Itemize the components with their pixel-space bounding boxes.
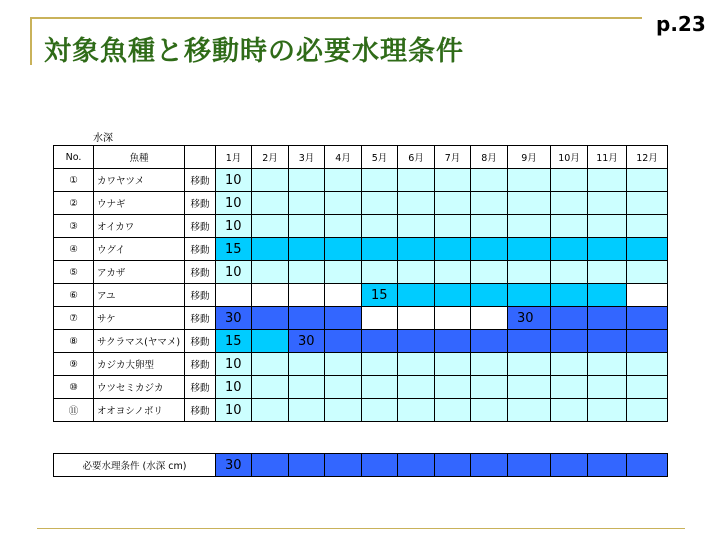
month-depth-cell — [289, 307, 325, 330]
month-depth-cell — [325, 330, 362, 353]
month-depth-cell — [471, 238, 508, 261]
month-depth-cell — [362, 192, 398, 215]
month-depth-cell — [471, 261, 508, 284]
month-depth-cell — [627, 261, 668, 284]
month-depth-cell — [252, 261, 289, 284]
month-depth-cell — [551, 169, 588, 192]
month-depth-cell — [435, 307, 471, 330]
month-depth-cell — [471, 376, 508, 399]
month-depth-cell — [508, 238, 551, 261]
month-depth-cell — [435, 376, 471, 399]
month-depth-cell — [551, 215, 588, 238]
month-depth-cell — [551, 192, 588, 215]
movement-type: 移動 — [185, 330, 216, 353]
month-depth-cell: 10 — [216, 261, 252, 284]
required-depth-cell — [551, 454, 588, 477]
month-depth-cell — [508, 399, 551, 422]
month-depth-cell — [398, 192, 435, 215]
month-depth-cell — [325, 192, 362, 215]
species-name: ウツセミカジカ — [94, 376, 185, 399]
month-depth-cell: 15 — [216, 238, 252, 261]
species-row — [54, 284, 668, 307]
species-name: ウナギ — [94, 192, 185, 215]
header-month: 6月 — [398, 146, 435, 169]
month-depth-cell — [398, 330, 435, 353]
month-depth-cell — [362, 261, 398, 284]
month-depth-cell — [551, 376, 588, 399]
month-depth-cell — [508, 169, 551, 192]
species-no: ③ — [54, 215, 94, 238]
month-depth-cell — [435, 238, 471, 261]
month-depth-cell — [252, 238, 289, 261]
species-row — [54, 307, 668, 330]
species-name: アカザ — [94, 261, 185, 284]
month-depth-cell — [362, 238, 398, 261]
species-depth-table — [53, 145, 668, 422]
month-depth-cell — [435, 353, 471, 376]
month-depth-cell — [362, 307, 398, 330]
month-depth-cell — [252, 330, 289, 353]
month-depth-cell — [435, 284, 471, 307]
month-depth-cell — [325, 284, 362, 307]
month-depth-cell: 30 — [508, 307, 551, 330]
month-depth-cell — [627, 215, 668, 238]
month-depth-cell: 10 — [216, 376, 252, 399]
month-depth-cell — [325, 215, 362, 238]
month-depth-cell — [435, 192, 471, 215]
month-depth-cell — [551, 399, 588, 422]
month-depth-cell — [398, 284, 435, 307]
header-month: 2月 — [252, 146, 289, 169]
title-accent-horizontal-rule — [30, 17, 642, 19]
species-row — [54, 353, 668, 376]
month-depth-cell — [252, 353, 289, 376]
month-depth-cell — [398, 238, 435, 261]
month-depth-cell — [551, 307, 588, 330]
header-month: 8月 — [471, 146, 508, 169]
month-depth-cell — [252, 192, 289, 215]
month-depth-cell — [252, 376, 289, 399]
header-no: No. — [54, 146, 94, 169]
species-name: カワヤツメ — [94, 169, 185, 192]
species-no: ⑧ — [54, 330, 94, 353]
month-depth-cell: 10 — [216, 215, 252, 238]
month-depth-cell — [588, 284, 627, 307]
slide-title: 対象魚種と移動時の必要水理条件 — [44, 36, 464, 67]
header-month: 10月 — [551, 146, 588, 169]
month-depth-cell — [508, 192, 551, 215]
required-condition-row — [54, 454, 668, 477]
required-depth-cell — [471, 454, 508, 477]
species-no: ⑤ — [54, 261, 94, 284]
header-month: 12月 — [627, 146, 668, 169]
header-month: 11月 — [588, 146, 627, 169]
required-condition-label: 必要水理条件 (水深 cm) — [54, 454, 216, 477]
month-depth-cell — [325, 376, 362, 399]
month-depth-cell — [508, 330, 551, 353]
movement-type: 移動 — [185, 192, 216, 215]
species-no: ⑨ — [54, 353, 94, 376]
required-depth-cell — [252, 454, 289, 477]
month-depth-cell — [325, 169, 362, 192]
month-depth-cell — [588, 215, 627, 238]
required-condition-table — [53, 453, 668, 477]
month-depth-cell — [551, 353, 588, 376]
month-depth-cell — [289, 376, 325, 399]
month-depth-cell — [627, 238, 668, 261]
header-month: 7月 — [435, 146, 471, 169]
month-depth-cell — [551, 284, 588, 307]
month-depth-cell — [362, 376, 398, 399]
species-no: ⑩ — [54, 376, 94, 399]
month-depth-cell — [471, 353, 508, 376]
header-month: 3月 — [289, 146, 325, 169]
month-depth-cell — [627, 399, 668, 422]
month-depth-cell — [398, 399, 435, 422]
month-depth-cell — [325, 261, 362, 284]
species-name: カジカ大卵型 — [94, 353, 185, 376]
movement-type: 移動 — [185, 215, 216, 238]
month-depth-cell — [627, 307, 668, 330]
month-depth-cell — [398, 307, 435, 330]
required-depth-cell — [627, 454, 668, 477]
header-type — [185, 146, 216, 169]
month-depth-cell — [627, 284, 668, 307]
month-depth-cell: 10 — [216, 399, 252, 422]
species-name: アユ — [94, 284, 185, 307]
month-depth-cell — [471, 307, 508, 330]
month-depth-cell — [435, 261, 471, 284]
month-depth-cell: 10 — [216, 192, 252, 215]
species-row — [54, 399, 668, 422]
month-depth-cell: 15 — [362, 284, 398, 307]
required-depth-cell — [398, 454, 435, 477]
month-depth-cell: 10 — [216, 353, 252, 376]
species-row — [54, 192, 668, 215]
month-depth-cell — [588, 376, 627, 399]
required-depth-cell — [325, 454, 362, 477]
month-depth-cell — [252, 169, 289, 192]
species-no: ⑦ — [54, 307, 94, 330]
required-depth-cell — [289, 454, 325, 477]
month-depth-cell — [398, 353, 435, 376]
required-depth-cell — [588, 454, 627, 477]
species-depth-table-body — [54, 146, 668, 422]
species-row — [54, 261, 668, 284]
month-depth-cell — [471, 399, 508, 422]
month-depth-cell — [588, 169, 627, 192]
movement-type: 移動 — [185, 376, 216, 399]
month-depth-cell — [588, 353, 627, 376]
month-depth-cell — [289, 353, 325, 376]
page-number: p.23 — [656, 12, 706, 36]
species-name: ウグイ — [94, 238, 185, 261]
month-depth-cell — [252, 399, 289, 422]
species-name: サケ — [94, 307, 185, 330]
required-depth-cell: 30 — [216, 454, 252, 477]
movement-type: 移動 — [185, 353, 216, 376]
month-depth-cell — [398, 215, 435, 238]
month-depth-cell — [588, 307, 627, 330]
month-depth-cell — [588, 192, 627, 215]
month-depth-cell — [588, 399, 627, 422]
month-depth-cell — [435, 215, 471, 238]
month-depth-cell — [588, 330, 627, 353]
month-depth-cell: 30 — [289, 330, 325, 353]
month-depth-cell — [551, 238, 588, 261]
month-depth-cell — [289, 284, 325, 307]
month-depth-cell — [252, 215, 289, 238]
header-month: 4月 — [325, 146, 362, 169]
month-depth-cell — [471, 330, 508, 353]
species-no: ④ — [54, 238, 94, 261]
species-row — [54, 169, 668, 192]
month-depth-cell — [435, 399, 471, 422]
month-depth-cell — [289, 399, 325, 422]
month-depth-cell — [362, 353, 398, 376]
species-name: オオヨシノボリ — [94, 399, 185, 422]
header-month: 1月 — [216, 146, 252, 169]
species-no: ⑪ — [54, 399, 94, 422]
species-name: サクラマス(ヤマメ) — [94, 330, 185, 353]
month-depth-cell — [398, 376, 435, 399]
month-depth-cell — [627, 192, 668, 215]
month-depth-cell — [325, 238, 362, 261]
movement-type: 移動 — [185, 169, 216, 192]
movement-type: 移動 — [185, 307, 216, 330]
month-depth-cell — [627, 376, 668, 399]
month-depth-cell — [325, 307, 362, 330]
species-no: ② — [54, 192, 94, 215]
required-depth-cell — [362, 454, 398, 477]
required-depth-cell — [508, 454, 551, 477]
month-depth-cell — [252, 284, 289, 307]
month-depth-cell — [508, 284, 551, 307]
month-depth-cell — [435, 169, 471, 192]
month-depth-cell — [471, 284, 508, 307]
header-month: 5月 — [362, 146, 398, 169]
month-depth-cell — [627, 353, 668, 376]
title-accent-vertical-rule — [30, 17, 32, 65]
header-species: 魚種 — [94, 146, 185, 169]
month-depth-cell — [362, 169, 398, 192]
month-depth-cell — [627, 330, 668, 353]
month-depth-cell — [362, 330, 398, 353]
month-depth-cell — [252, 307, 289, 330]
movement-type: 移動 — [185, 261, 216, 284]
month-depth-cell — [289, 261, 325, 284]
month-depth-cell — [471, 192, 508, 215]
month-depth-cell — [471, 215, 508, 238]
month-depth-cell — [362, 399, 398, 422]
month-depth-cell — [508, 215, 551, 238]
species-no: ① — [54, 169, 94, 192]
month-depth-cell — [508, 261, 551, 284]
month-depth-cell — [289, 215, 325, 238]
header-month: 9月 — [508, 146, 551, 169]
required-depth-cell — [435, 454, 471, 477]
month-depth-cell — [551, 261, 588, 284]
month-depth-cell — [508, 353, 551, 376]
species-row — [54, 215, 668, 238]
month-depth-cell — [289, 238, 325, 261]
species-row — [54, 330, 668, 353]
month-depth-cell — [508, 376, 551, 399]
month-depth-cell: 15 — [216, 330, 252, 353]
month-depth-cell — [325, 353, 362, 376]
movement-type: 移動 — [185, 238, 216, 261]
footer-rule — [37, 528, 685, 529]
month-depth-cell: 10 — [216, 169, 252, 192]
movement-type: 移動 — [185, 284, 216, 307]
month-depth-cell — [289, 169, 325, 192]
month-depth-cell — [471, 169, 508, 192]
species-row — [54, 376, 668, 399]
month-depth-cell — [216, 284, 252, 307]
month-depth-cell — [325, 399, 362, 422]
month-depth-cell — [289, 192, 325, 215]
month-depth-cell — [588, 238, 627, 261]
table-caption: 水深 — [93, 133, 113, 144]
movement-type: 移動 — [185, 399, 216, 422]
month-depth-cell — [398, 261, 435, 284]
month-depth-cell: 30 — [216, 307, 252, 330]
month-depth-cell — [588, 261, 627, 284]
month-depth-cell — [398, 169, 435, 192]
species-name: オイカワ — [94, 215, 185, 238]
table-header-row — [54, 146, 668, 169]
month-depth-cell — [627, 169, 668, 192]
month-depth-cell — [435, 330, 471, 353]
month-depth-cell — [551, 330, 588, 353]
species-row — [54, 238, 668, 261]
species-no: ⑥ — [54, 284, 94, 307]
month-depth-cell — [362, 215, 398, 238]
